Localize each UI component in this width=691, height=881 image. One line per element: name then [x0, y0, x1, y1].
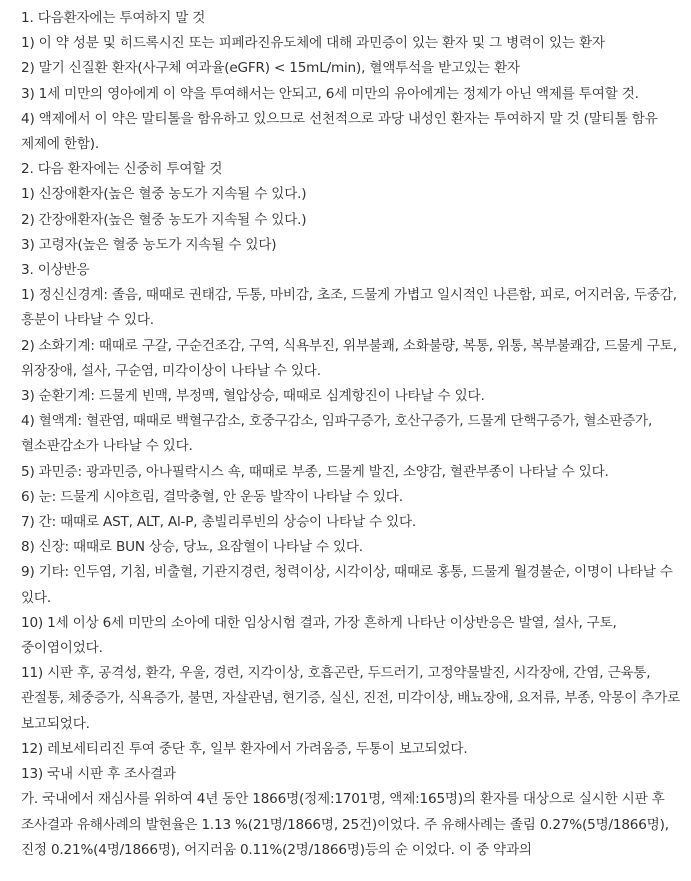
section-heading: 3. 이상반응: [21, 262, 90, 279]
list-item: 4) 혈액계: 혈관염, 때때로 백혈구감소, 호중구감소, 임파구증가, 호산구증가, 드물게 단핵구증가, 혈소판증가, 혈소판감소가 나타날 수 있다.: [21, 413, 653, 455]
section-heading: 1. 다음환자에는 투여하지 말 것: [21, 10, 206, 26]
list-item: 1) 신장애환자(높은 혈중 농도가 지속될 수 있다.): [21, 186, 307, 203]
list-item: 6) 눈: 드물게 시야흐림, 결막충혈, 안 운동 발작이 나타날 수 있다.: [21, 488, 403, 505]
list-item: 1) 이 약 성분 및 히드록시진 또는 피페라진유도체에 대해 과민증이 있는 환자 및 그 병력이 있는 환자: [21, 35, 605, 52]
list-item: 11) 시판 후, 공격성, 환각, 우울, 경련, 지각이상, 호흡곤란, 두드러기, 고정약물발진, 시각장애, 간염, 근육통, 관절통, 체중증가, 식욕증가, 불면, 자살관념, 현기증, 실신, 진전, 미각이상, 배뇨장애, 요저류, 부종, 악몽이 추가로 보고되었다.: [21, 665, 681, 732]
section-heading: 2. 다음 환자에는 신중히 투여할 것: [21, 161, 223, 178]
list-item: 7) 간: 때때로 AST, ALT, Al-P, 총빌리루빈의 상승이 나타날 수 있다.: [21, 514, 417, 531]
list-item: 3) 1세 미만의 영아에게 이 약을 투여해서는 안되고, 6세 미만의 유아에게는 정제가 아닌 액제를 투여할 것.: [21, 85, 639, 102]
list-item: 12) 레보세티리진 투여 중단 후, 일부 환자에서 가려움증, 두통이 보고되었다.: [21, 740, 468, 757]
list-item: 13) 국내 시판 후 조사결과: [21, 766, 176, 783]
list-item: 8) 신장: 때때로 BUN 상승, 당뇨, 요잠혈이 나타날 수 있다.: [21, 539, 363, 556]
list-item: 3) 순환기계: 드물게 빈맥, 부정맥, 혈압상승, 때때로 심계항진이 나타날 수 있다.: [21, 388, 485, 405]
list-item: 2) 소화기계: 때때로 구갈, 구순건조감, 구역, 식욕부진, 위부불쾌, 소화불량, 복통, 위통, 복부불쾌감, 드물게 구토, 위장장애, 설사, 구순염, 미각이상이 나타날 수 있다.: [21, 337, 677, 379]
list-item: 1) 정신신경계: 졸음, 때때로 권태감, 두통, 마비감, 초조, 드물게 가볍고 일시적인 나른함, 피로, 어지러움, 두중감, 흥분이 나타날 수 있다.: [21, 287, 677, 329]
list-item: 4) 액제에서 이 약은 말티톨을 함유하고 있으므로 선천적으로 과당 내성인 환자는 투여하지 말 것 (말티톨 함유 제제에 한함).: [21, 110, 658, 153]
list-item: 가. 국내에서 재심사를 위하여 4년 동안 1866명(정제:1701명, 액제:165명)의 환자를 대상으로 실시한 시판 후 조사결과 유해사례의 발현율은 1.13 %(21명/1866명, 25건)이었다. 주 유해사례는 졸림 0.27%(5명/1866명), 진정 0.21%(4명/1866명), 어지러움 0.11%(2명/1866명)등의 순 이었다. 이 중 약과의: [21, 791, 669, 858]
list-item: 10) 1세 이상 6세 미만의 소아에 대한 임상시험 결과, 가장 흔하게 나타난 이상반응은 발열, 설사, 구토, 중이염이었다.: [21, 614, 617, 657]
list-item: 2) 말기 신질환 환자(사구체 여과율(eGFR) < 15mL/min), 혈액투석을 받고있는 환자: [21, 60, 520, 77]
list-item: 3) 고령자(높은 혈중 농도가 지속될 수 있다): [21, 236, 277, 253]
list-item: 9) 기타: 인두염, 기침, 비출혈, 기관지경련, 청력이상, 시각이상, 때때로 홍통, 드물게 월경불순, 이명이 나타날 수 있다.: [21, 564, 673, 606]
list-item: 5) 과민증: 광과민증, 아나필락시스 쇽, 때때로 부종, 드물게 발진, 소양감, 혈관부종이 나타날 수 있다.: [21, 463, 609, 480]
list-item: 2) 간장애환자(높은 혈중 농도가 지속될 수 있다.): [21, 211, 307, 228]
